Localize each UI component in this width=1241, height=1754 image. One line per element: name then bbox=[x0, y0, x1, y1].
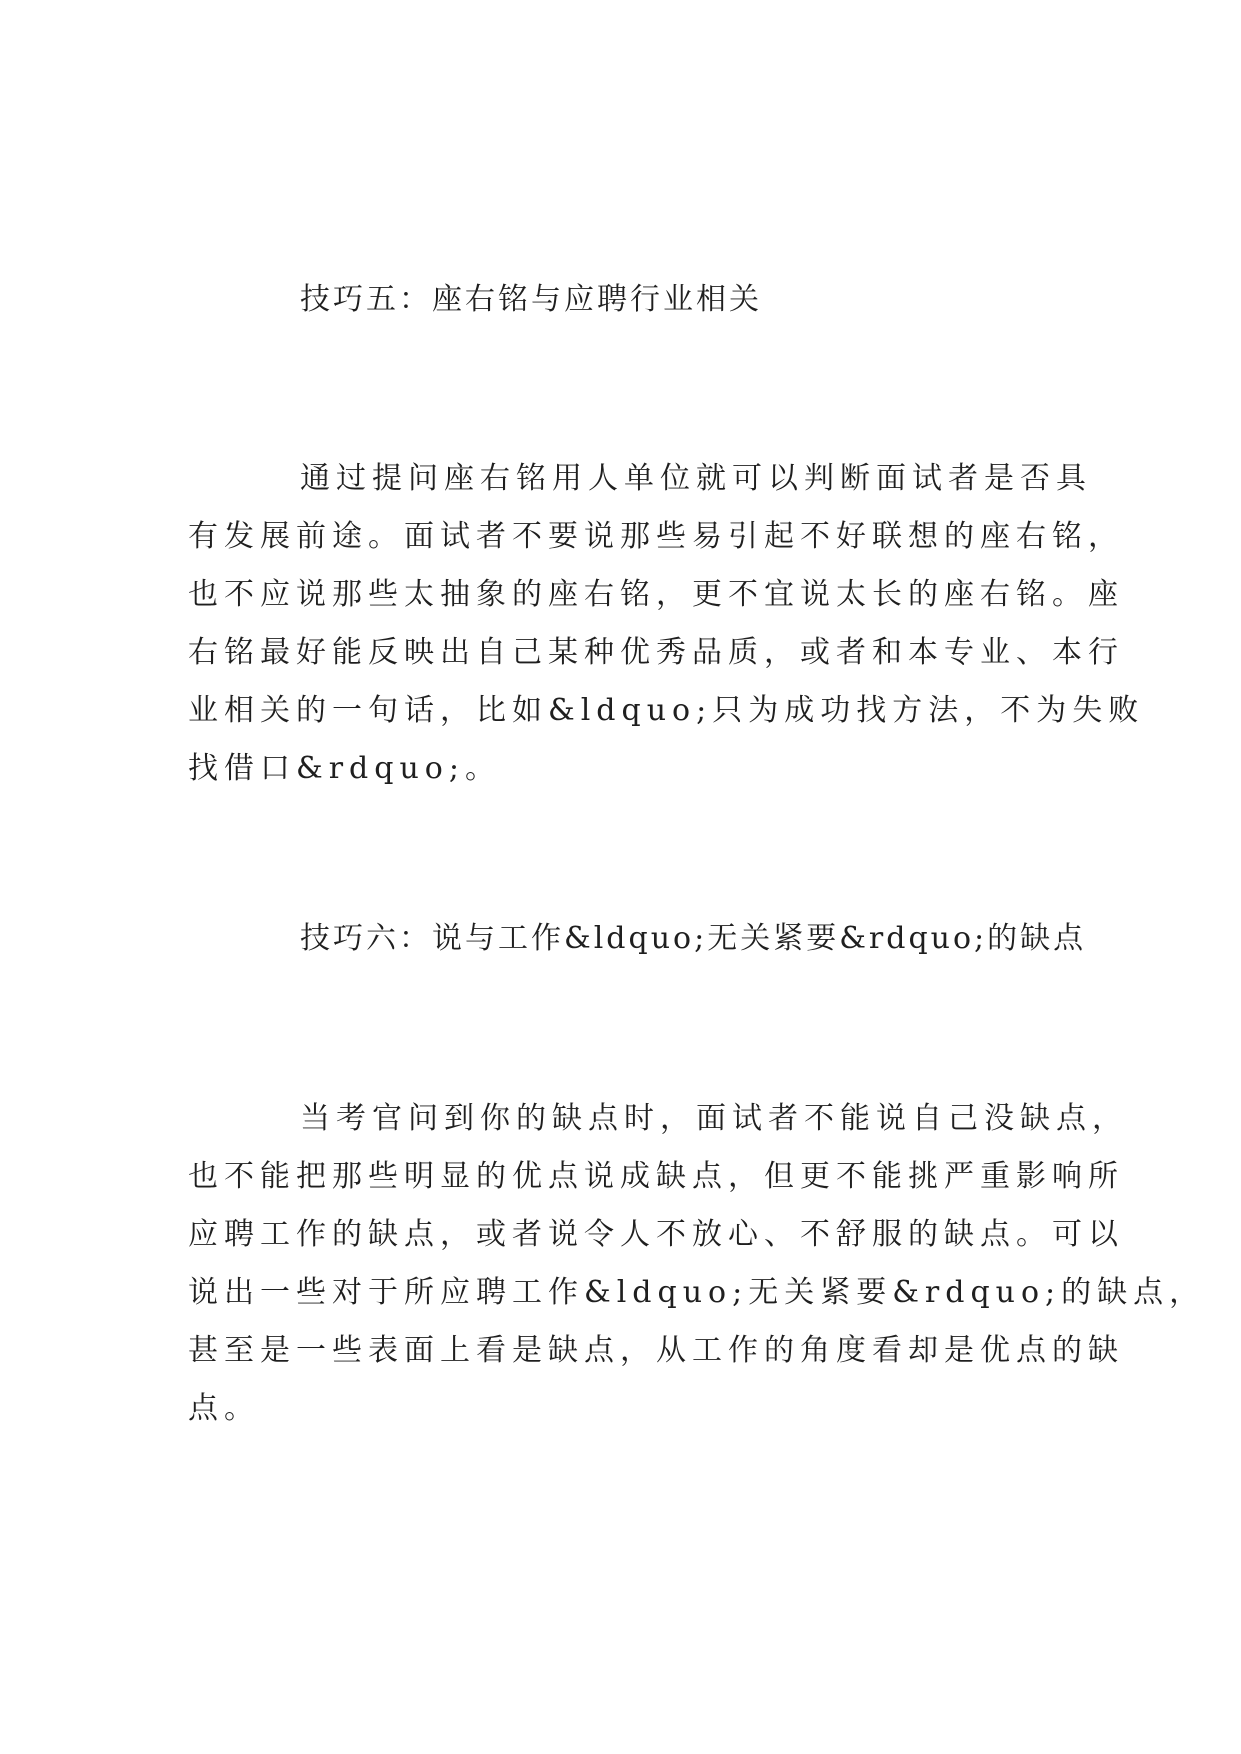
paragraph-line: 应聘工作的缺点，或者说令人不放心、不舒服的缺点。可以 bbox=[188, 1217, 1124, 1252]
section-heading-5: 技巧五：座右铭与应聘行业相关 bbox=[300, 282, 762, 317]
paragraph-line: 右铭最好能反映出自己某种优秀品质，或者和本专业、本行 bbox=[188, 635, 1124, 670]
paragraph-line: 业相关的一句话，比如&ldquo;只为成功找方法，不为失败 bbox=[188, 693, 1145, 728]
paragraph-line: 当考官问到你的缺点时，面试者不能说自己没缺点， bbox=[300, 1101, 1128, 1136]
paragraph-line: 甚至是一些表面上看是缺点，从工作的角度看却是优点的缺 bbox=[188, 1333, 1124, 1368]
paragraph-line: 也不能把那些明显的优点说成缺点，但更不能挑严重影响所 bbox=[188, 1159, 1124, 1194]
paragraph-line: 说出一些对于所应聘工作&ldquo;无关紧要&rdquo;的缺点， bbox=[188, 1275, 1206, 1310]
section-heading-6: 技巧六：说与工作&ldquo;无关紧要&rdquo;的缺点 bbox=[300, 921, 1087, 956]
section-paragraph-6 bbox=[188, 1090, 1206, 1438]
paragraph-line: 有发展前途。面试者不要说那些易引起不好联想的座右铭， bbox=[188, 519, 1124, 554]
paragraph-line: 找借口&rdquo;。 bbox=[188, 751, 501, 786]
paragraph-line: 也不应说那些太抽象的座右铭，更不宜说太长的座右铭。座 bbox=[188, 577, 1124, 612]
section-paragraph-5 bbox=[188, 450, 1145, 798]
paragraph-line: 点。 bbox=[188, 1391, 260, 1426]
paragraph-line: 通过提问座右铭用人单位就可以判断面试者是否具 bbox=[300, 461, 1092, 496]
